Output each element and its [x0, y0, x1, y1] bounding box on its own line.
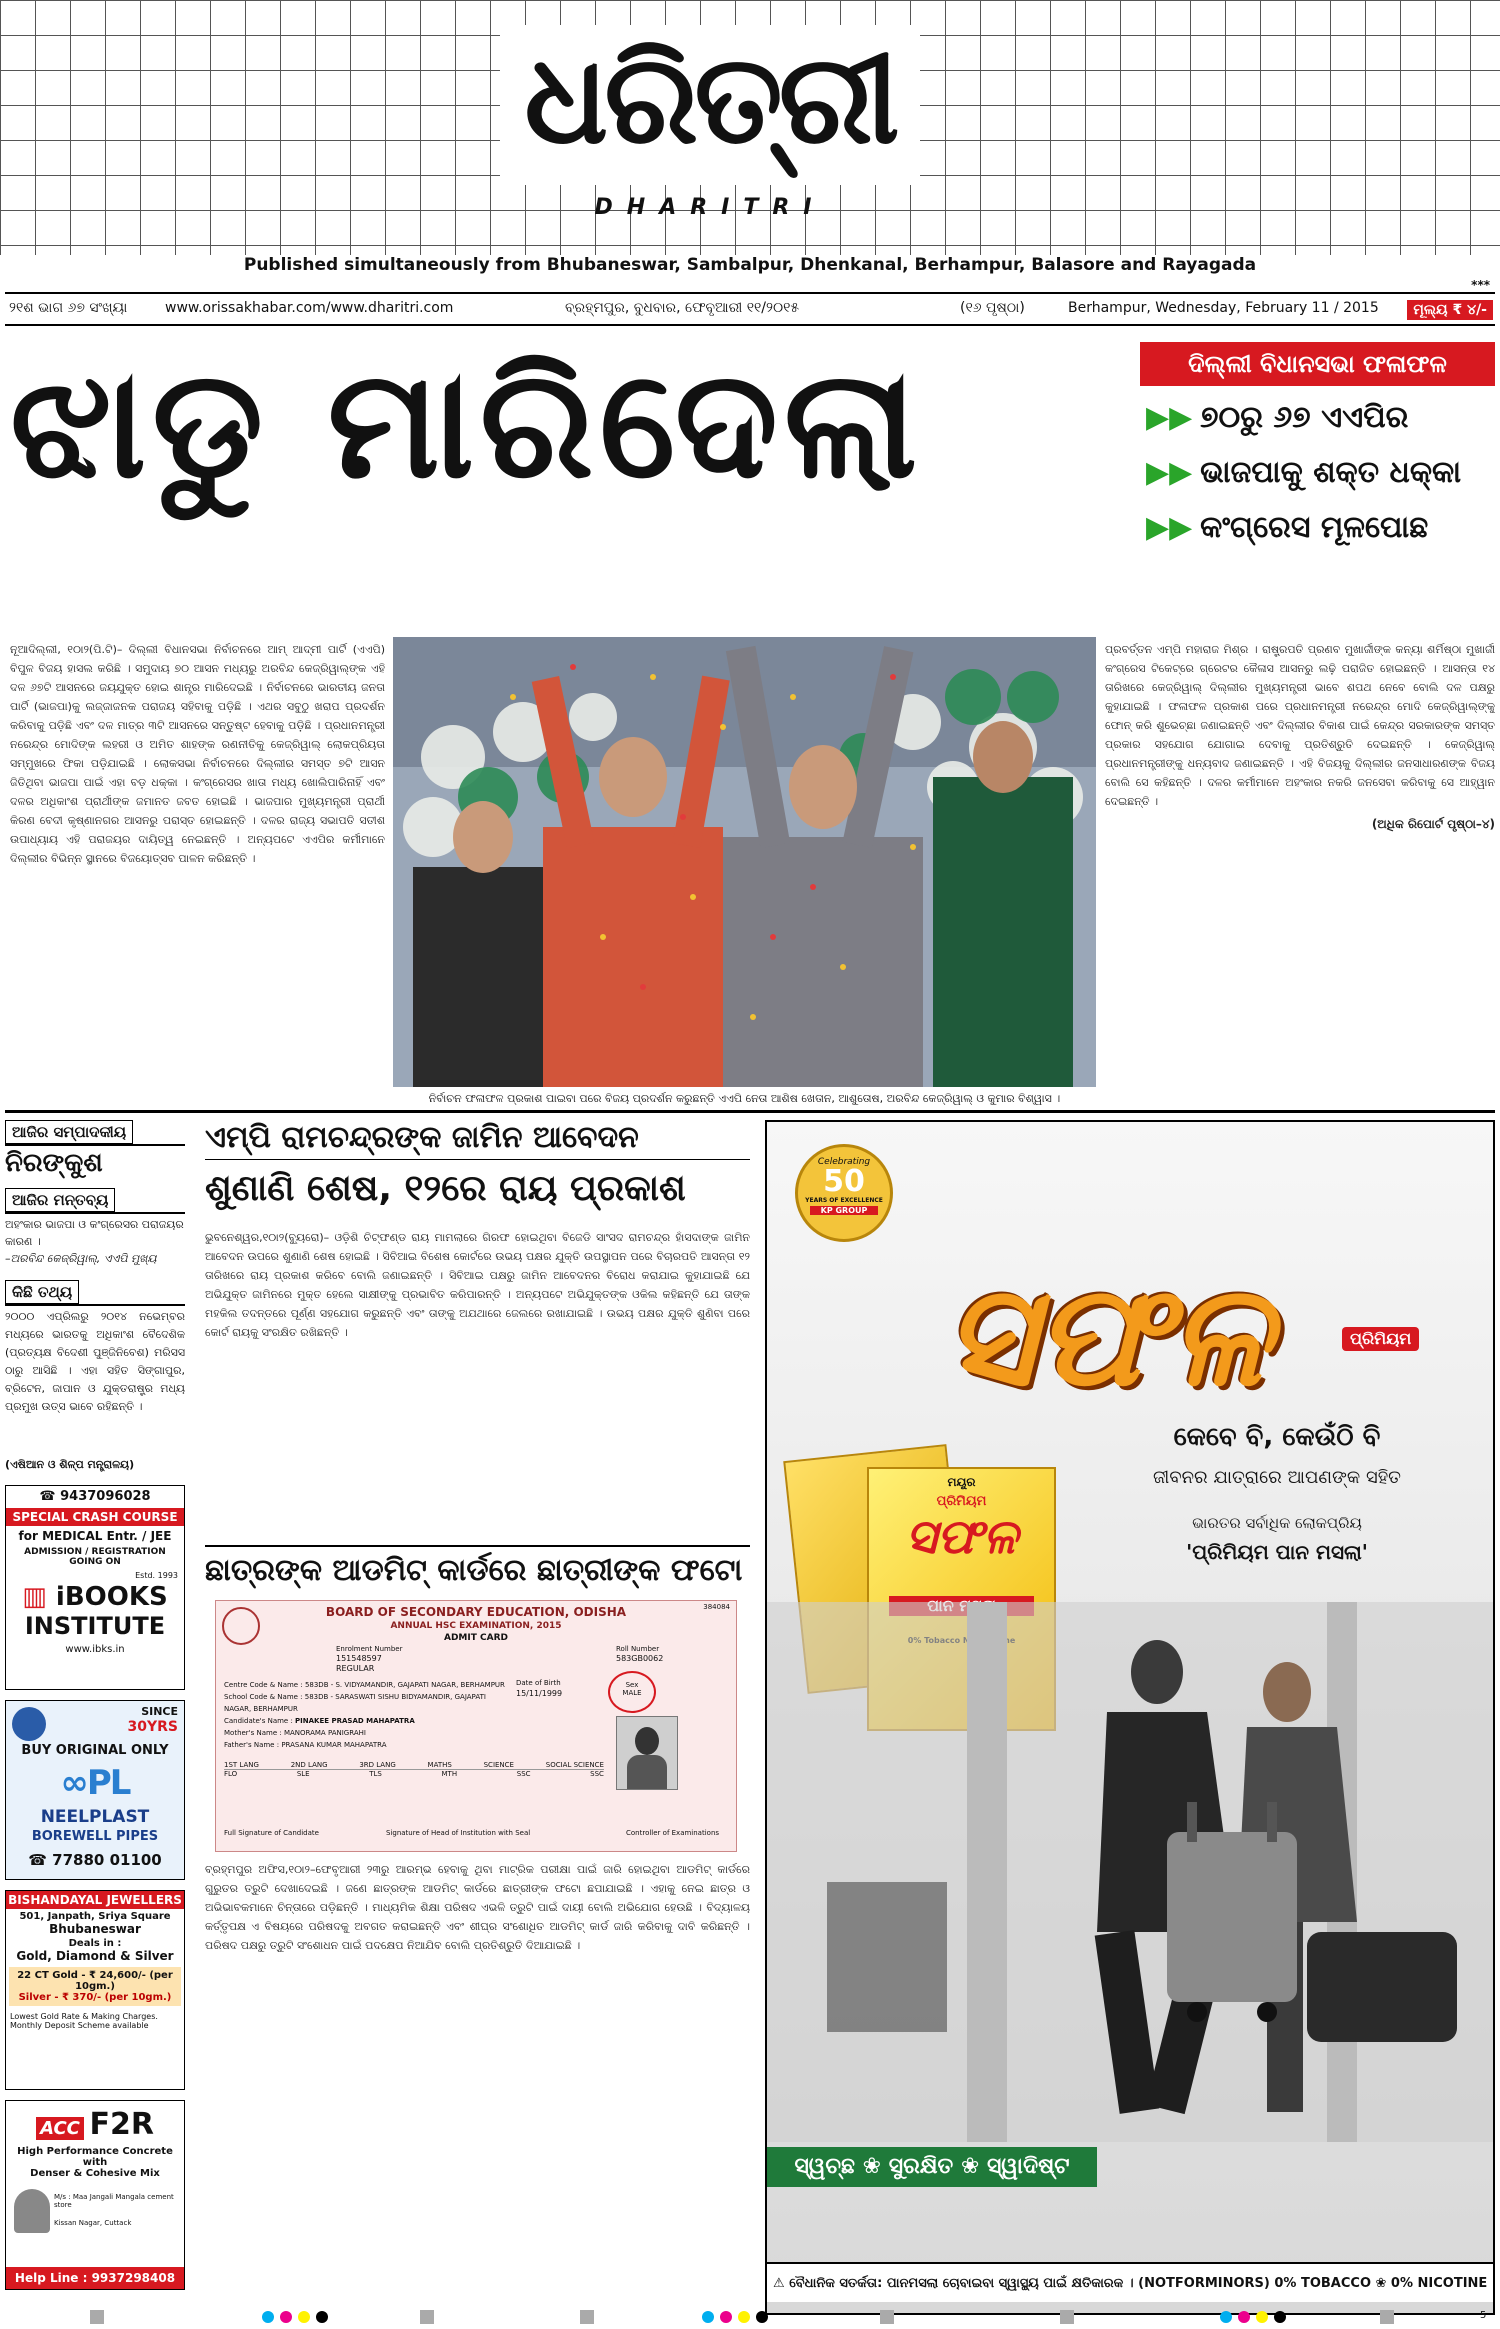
admit-card-label: ADMIT CARD [444, 1633, 508, 1643]
face-icon [635, 1727, 659, 1755]
acc-line2: Denser & Cohesive Mix [30, 2168, 160, 2179]
grey-square-icon [90, 2310, 104, 2324]
fact-text: ୨୦୦୦ ଏପ୍ରିଲରୁ ୨୦୧୪ ନଭେମ୍ବର ମଧ୍ୟରେ ଭାରତକୁ ଅଧିକାଂଶ ବୈଦେଶିକ (ପ୍ରତ୍ୟକ୍ଷ ବିଦେଶୀ ପୁଞ୍ଜିନିବେଶ) ମରିସସ ଠାରୁ ଆସିଛି । ଏହା ସହିତ ସିଙ୍ଗାପୁର, ବ୍ରିଟେନ, ଜାପାନ ଓ ଯୁକ୍ତରାଷ୍ଟ୍ର ମଧ୍ୟ ପ୍ରମୁଖ ଉତ୍ସ ଭାବେ ରହିଛନ୍ତି । [5, 1310, 185, 1413]
grey-square-icon [1380, 2310, 1394, 2324]
acc-helpline: Help Line : 9937298408 [6, 2267, 184, 2289]
story1-kicker[interactable]: ଏମ୍‌ପି ରାମଚନ୍ଦ୍ରଙ୍କ ଜାମିନ ଆବେଦନ [205, 1120, 750, 1160]
admit-sex: MALE [622, 1689, 642, 1697]
ad-tagline-1: କେବେ ବି, କେଉଁଠି ବି [1173, 1422, 1381, 1452]
lead-right-body: ପ୍ରବର୍ତ୍ତନ ଏମ୍‌ପି ମହାରାଜ ମିଶ୍ର । ରାଷ୍ଟ୍ରପତି ପ୍ରଣବ ମୁଖାର୍ଜୀଙ୍କ କନ୍ୟା ଶର୍ମିଷ୍ଠା ମୁଖାର୍ଜୀ କଂଗ୍ରେସ ଟିକେଟ୍‌ରେ ଗ୍ରେଟର କୈଳାସ ଆସନରୁ ଲଢ଼ି ପରାଜିତ ହୋଇଛନ୍ତି । ଆସନ୍ତା ୧୪ ତାରିଖରେ କେଜ୍‌ରିୱାଲ୍ ଦିଲ୍ଲୀର ମୁଖ୍ୟମନ୍ତ୍ରୀ ଭାବେ ଶପଥ ନେବେ ବୋଲି ଦଳ ପକ୍ଷରୁ କୁହାଯାଇଛି । ଫଳାଫଳ ପ୍ରକାଶ ପରେ ପ୍ରଧାନମନ୍ତ୍ରୀ ନରେନ୍ଦ୍ର ମୋଦି କେଜ୍‌ରିୱାଲ୍‌ଙ୍କୁ ଫୋନ୍ କରି ଶୁଭେଚ୍ଛା ଜଣାଇଛନ୍ତି ଏବଂ ଦିଲ୍ଲୀର ବିକାଶ ପାଇଁ କେନ୍ଦ୍ର ସରକାରଙ୍କ ସମସ୍ତ ପ୍ରକାର ସହଯୋଗ ଯୋଗାଇ ଦେବାକୁ ପ୍ରତିଶ୍ରୁତି ଦେଇଛନ୍ତି । କେଜ୍‌ରିୱାଲ୍ ପ୍ରଧାନମନ୍ତ୍ରୀଙ୍କୁ ଧନ୍ୟବାଦ ଜଣାଇଛନ୍ତି । ଏହି ବିଜୟକୁ ଦିଲ୍ଲୀର ଜନସାଧାରଣଙ୍କ ବିଜୟ ବୋଲି ସେ କହିଛନ୍ତି । ଦଳର କର୍ମୀମାନେ ଅହଂକାର ନକରି ଜନସେବା କରିବାକୁ ସେ ଆହ୍ୱାନ ଦେଇଛନ୍ତି । [1105, 643, 1495, 808]
dateline-bar [5, 292, 1495, 326]
editorial-title[interactable]: ନିରଙ୍କୁଶ [5, 1148, 103, 1178]
admit-school: School Code & Name : 583DB - SARASWATI SISHU BIDYAMANDIR, GAJAPATI NAGAR, BERHAMPUR [224, 1693, 486, 1713]
subject-header: MATHS [427, 1761, 452, 1769]
subject-cell: TLS [369, 1770, 382, 1778]
editorial-label: ଆଜିର ସମ୍ପାଦକୀୟ [5, 1120, 133, 1144]
result-item [1146, 455, 1496, 490]
cyan-dot-icon [262, 2311, 274, 2323]
sign-controller: Controller of Examinations [626, 1829, 720, 1837]
acc-dealer2: Kissan Nagar, Cuttack [54, 2219, 132, 2227]
neelplast-product: BOREWELL PIPES [31, 1829, 159, 1844]
admit-candidate: Candidate's Name : PINAKEE PRASAD MAHAPATRA [224, 1717, 415, 1725]
ibooks-institute: INSTITUTE [24, 1612, 166, 1640]
ad-tagline-4: 'ପ୍ରିମିୟମ ପାନ ମସଲା' [1186, 1540, 1368, 1564]
ad-tagline-2: ଜୀବନର ଯାତ୍ରାରେ ଆପଣଙ୍କ ସହିତ [1152, 1467, 1402, 1488]
section-divider [5, 1110, 1495, 1113]
shoulders-icon [627, 1755, 667, 1789]
neelplast-buy: BUY ORIGINAL ONLY [21, 1743, 169, 1758]
black-dot-icon [316, 2311, 328, 2323]
quote-author: –ଅରବିନ୍ଦ କେଜ୍‌ରିୱାଲ୍, ଏଏପି ମୁଖ୍ୟ [5, 1252, 157, 1265]
subject-header: 3RD LANG [359, 1761, 396, 1769]
published-line: Published simultaneously from Bhubaneswar, Sambalpur, Dhenkanal, Berhampur, Balasore and Rayagada [243, 255, 1257, 275]
result-item [1146, 400, 1496, 435]
results-title: ଦିଲ୍ଲୀ ବିଧାନସଭା ଫଳାଫଳ [1140, 342, 1495, 386]
ibooks-for: for MEDICAL Entr. / JEE [18, 1529, 172, 1543]
admit-father: Father's Name : PRASANA KUMAR MAHAPATRA [224, 1741, 387, 1749]
phone-icon-line [6, 1489, 184, 1504]
story2-text: ବ୍ରହ୍ମପୁର ଅଫିସ,୧୦ା୨–ଫେବୃଆରୀ ୨୩ରୁ ଆରମ୍ଭ ହେବାକୁ ଥିବା ମାଟ୍ରିକ ପରୀକ୍ଷା ପାଇଁ ଜାରି ହୋଇଥିବା ଆଡମିଟ୍ କାର୍ଡରେ ଗୁରୁତର ତ୍ରୁଟି ଦେଖାଦେଇଛି । ଜଣେ ଛାତ୍ରଙ୍କ ଆଡମିଟ୍ କାର୍ଡରେ ଛାତ୍ରୀଙ୍କ ଫଟୋ ଛପାଯାଇଛି । ଏହାକୁ ନେଇ ଛାତ୍ର ଓ ଅଭିଭାବକମାନେ ଚିନ୍ତାରେ ପଡ଼ିଛନ୍ତି । ମାଧ୍ୟମିକ ଶିକ୍ଷା ପରିଷଦ ଏଭଳି ତ୍ରୁଟି ପାଇଁ ଦାୟୀ ବୋଲି ଅଭିଯୋଗ ହେଉଛି । ବିଦ୍ୟାଳୟ କର୍ତ୍ତୃପକ୍ଷ ଏ ବିଷୟରେ ପରିଷଦକୁ ଅବଗତ କରାଇଛନ୍ତି ଏବଂ ଶୀଘ୍ର ସଂଶୋଧିତ ଆଡମିଟ୍ କାର୍ଡ ଜାରି କରିବାକୁ ଦାବି କରିଛନ୍ତି । ପରିଷଦ ପକ୍ଷରୁ ତ୍ରୁଟି ସଂଶୋଧନ ପାଇଁ ପଦକ୍ଷେପ ନିଆଯିବ ବୋଲି ପ୍ରତିଶ୍ରୁତି ଦିଆଯାଇଛି । [205, 1863, 750, 1952]
subjects-table [224, 1761, 604, 1778]
fact-label: କିଛି ତଥ୍ୟ [5, 1280, 79, 1304]
story1-text: ଭୁବନେଶ୍ୱର,୧୦ା୨(ବ୍ୟୁରୋ)– ଓଡ଼ିଶି ଚିଟ୍‌ଫଣ୍ଡ ରାୟ ମାମଲାରେ ଗିରଫ ହୋଇଥିବା ବିଜେଡି ସାଂସଦ ରାମଚନ୍ଦ୍ର ହାଁସଦାଙ୍କ ଜାମିନ ଆବେଦନ ଉପରେ ଶୁଣାଣି ଶେଷ ହୋଇଛି । ସିବିଆଇ ବିଶେଷ କୋର୍ଟରେ ଉଭୟ ପକ୍ଷର ଯୁକ୍ତି ଉପସ୍ଥାପନ ପରେ ବିଚାରପତି ଆସନ୍ତା ୧୨ ତାରିଖରେ ରାୟ ପ୍ରକାଶ କରିବେ ବୋଲି ଜଣାଇଛନ୍ତି । ସିବିଆଇ ପକ୍ଷରୁ ଜାମିନ ଆବେଦନର ବିରୋଧ କରାଯାଇ କୁହାଯାଇଛି ଯେ ଅଭିଯୁକ୍ତ ଜାମିନରେ ମୁକ୍ତ ହେଲେ ସାକ୍ଷୀଙ୍କୁ ପ୍ରଭାବିତ କରିପାରନ୍ତି । ଅନ୍ୟପଟେ ଅଭିଯୁକ୍ତଙ୍କ ଓକିଲ କହିଛନ୍ତି ଯେ ତାଙ୍କ ମହକିଲ ତଦନ୍ତରେ ପୂର୍ଣ୍ଣ ସହଯୋଗ କରୁଛନ୍ତି ଏବଂ ତାଙ୍କୁ ଅଯଥାରେ ଜେଲରେ ରଖାଯାଇଛି । ଉଭୟ ପକ୍ଷର ଯୁକ୍ତି ଶୁଣିବା ପରେ କୋର୍ଟ ରାୟକୁ ସଂରକ୍ଷିତ ରଖିଛନ୍ତି । [205, 1231, 750, 1339]
subject-header: SCIENCE [483, 1761, 514, 1769]
jeweller-address: 501, Janpath, Sriya Square [19, 1911, 171, 1922]
subject-header: SOCIAL SCIENCE [545, 1761, 604, 1769]
admit-card-image[interactable] [215, 1600, 737, 1852]
admit-sex-label: Sex [625, 1681, 639, 1689]
result-text: ଭାଜପାକୁ ଶକ୍ତ ଧକ୍କା [1200, 455, 1462, 490]
admit-exam: ANNUAL HSC EXAMINATION, 2015 [390, 1621, 562, 1631]
acc-dealer: M/s : Maa Jangali Mangala cement store [54, 2193, 174, 2209]
admit-serial: 384084 [703, 1603, 730, 1611]
pack-brand: ସଫଳ [905, 1509, 1018, 1565]
jeweller-gold: Gold, Diamond & Silver [16, 1949, 174, 1963]
safal-brand: ସଫଳ [943, 1255, 1271, 1418]
board-seal-icon [222, 1607, 260, 1645]
bishandayal-ad[interactable] [5, 1890, 185, 2090]
sign-head: Signature of Head of Institution with Seal [386, 1829, 531, 1837]
neelplast-phone-text: 77880 01100 [52, 1851, 162, 1869]
continued-link[interactable]: (ଅଧିକ ରିପୋର୍ଟ ପୃଷ୍ଠା–୪) [1371, 817, 1495, 831]
double-arrow-icon: ▶▶ [1146, 510, 1193, 545]
page-count: (୧୬ ପୃଷ୍ଠା) [960, 300, 1025, 316]
edition-stars: *** [1471, 278, 1490, 292]
yellow-dot-icon [298, 2311, 310, 2323]
quote-text: ଅହଂକାର ଭାଜପା ଓ କଂଗ୍ରେସର ପରାଜୟର କାରଣ । [5, 1218, 184, 1248]
logo-latin: DHARITRI [594, 195, 826, 220]
pack-top: ମୟୂର [947, 1475, 976, 1489]
date-english: Berhampur, Wednesday, February 11 / 2015 [1068, 300, 1379, 316]
neelplast-ad[interactable] [5, 1700, 185, 1880]
books-icon: ▥ [22, 1582, 47, 1612]
story1-headline[interactable]: ଶୁଣାଣି ଶେଷ, ୧୨ରେ ରାୟ ପ୍ରକାଶ [205, 1168, 686, 1209]
admit-dob: 15/11/1999 [516, 1689, 563, 1698]
magenta-dot-icon [280, 2311, 292, 2323]
result-text: ୭୦ରୁ ୬୭ ଏଏପିର [1200, 400, 1409, 435]
admit-enrol: 151548597 [336, 1654, 382, 1663]
phone-icon: ☎ [28, 1851, 53, 1869]
double-arrow-icon: ▶▶ [1146, 400, 1193, 435]
cyan-dot-icon [1220, 2311, 1232, 2323]
subject-cell: MTH [441, 1770, 458, 1778]
photo-caption: ନିର୍ବାଚନ ଫଳାଫଳ ପ୍ରକାଶ ପାଇବା ପରେ ବିଜୟ ପ୍ରଦର୍ଶନ କରୁଛନ୍ତି ଏଏପି ନେତା ଆଶିଷ ଖେତାନ, ଆଶୁତୋଷ, ଅରବିନ୍ଦ କେଜ୍‌ରିୱାଲ୍ ଓ କୁମାର ବିଶ୍ୱାସ । [428, 1092, 1061, 1105]
travellers-photo [767, 1602, 1493, 2142]
ibooks-course: SPECIAL CRASH COURSE [6, 1508, 184, 1526]
tuv-badge-icon [12, 1707, 46, 1741]
black-dot-icon [756, 2311, 768, 2323]
neelplast-logo-icon: ∞PL [60, 1763, 130, 1803]
admit-dob-label: Date of Birth [516, 1679, 561, 1687]
ibooks-estd: Estd. 1993 [135, 1571, 178, 1580]
silver-rate: Silver - ₹ 370/- (per 10gm.) [18, 1992, 172, 2003]
price-badge: ମୂଲ୍ୟ ₹ ୪/- [1407, 300, 1493, 320]
dealer-photo-icon [14, 2189, 50, 2233]
results-box [1140, 342, 1495, 567]
ibooks-ad[interactable] [5, 1485, 185, 1690]
magenta-dot-icon [1238, 2311, 1250, 2323]
double-arrow-icon: ▶▶ [1146, 455, 1193, 490]
ibooks-phone: 9437096028 [60, 1489, 151, 1504]
jeweller-name: BISHANDAYAL JEWELLERS [6, 1891, 184, 1909]
subject-cell: SLE [296, 1770, 310, 1778]
admit-mother: Mother's Name : MANORAMA PANIGRAHI [224, 1729, 366, 1737]
cyan-dot-icon [702, 2311, 714, 2323]
grey-square-icon [420, 2310, 434, 2324]
subject-header: 1ST LANG [224, 1761, 259, 1769]
neelplast-brand: NEELPLAST [40, 1807, 150, 1827]
phone-icon: ☎ [39, 1489, 61, 1504]
website-link[interactable]: www.orissakhabar.com/www.dharitri.com [165, 300, 454, 316]
issue-number: ୨୧ଶ ଭାଗ ୬୭ ସଂଖ୍ୟା [9, 300, 128, 316]
pack-premium: ପ୍ରିମିୟମ [936, 1494, 987, 1509]
ad-warning-text: ବୈଧାନିକ ସତର୍କତା: ପାନମସଲା ଚୋବାଇବା ସ୍ୱାସ୍ଥ୍ୟ ପାଇଁ କ୍ଷତିକାରକ । (NOTFORMINORS) 0% TOBACCO ❀ 0% NICOTINE [789, 2276, 1488, 2291]
ibooks-admission: ADMISSION / REGISTRATION GOING ON [24, 1547, 166, 1567]
f2r-brand: F2R [89, 2107, 154, 2142]
badge-top: Celebrating [817, 1157, 871, 1167]
warning-icon: ⚠ [773, 2276, 790, 2291]
admit-type: REGULAR [336, 1664, 375, 1673]
subject-cell: SSC [590, 1770, 604, 1778]
jeweller-note2: Monthly Deposit Scheme available [10, 2021, 149, 2030]
ad-tagline-3: ଭାରତର ସର୍ବାଧିକ ଲୋକପ୍ରିୟ [1192, 1514, 1362, 1532]
admit-roll: 583GB0062 [616, 1654, 664, 1663]
ad-warning [767, 2262, 1493, 2302]
premium-badge: ପ୍ରିମିୟମ [1342, 1327, 1419, 1351]
ibooks-brand-text: iBOOKS [55, 1582, 168, 1612]
celebration-photo [393, 637, 1096, 1087]
acc-f2r-ad[interactable] [5, 2100, 185, 2290]
quote-label: ଆଜିର ମନ୍ତବ୍ୟ [5, 1188, 115, 1212]
admit-roll-label: Roll Number [616, 1645, 660, 1653]
masthead-grid [0, 0, 1500, 255]
ibooks-url[interactable]: www.ibks.in [65, 1644, 125, 1655]
lead-photo[interactable] [393, 637, 1096, 1087]
logo-oriya: ଧରିତ୍ରୀ [524, 28, 896, 172]
grey-square-icon [1060, 2310, 1074, 2324]
acc-logo [6, 2107, 184, 2142]
lead-story-right-text [1105, 640, 1495, 1100]
newspaper-logo[interactable] [500, 25, 920, 220]
black-dot-icon [1274, 2311, 1286, 2323]
story2-headline[interactable]: ଛାତ୍ରଙ୍କ ଆଡମିଟ୍ କାର୍ଡରେ ଛାତ୍ରୀଙ୍କ ଫଟୋ [205, 1545, 750, 1588]
jeweller-note1: Lowest Gold Rate & Making Charges. [10, 2012, 158, 2021]
subject-cell: FLO [224, 1770, 238, 1778]
admit-centre: Centre Code & Name : 583DB - S. VIDYAMANDIR, GAJAPATI NAGAR, BERHAMPUR [224, 1681, 505, 1689]
fact-footer: (ଏଷିଆନ ଓ ଶିଳ୍ପ ମନ୍ତ୍ରାଳୟ) [5, 1458, 135, 1471]
admit-board: BOARD OF SECONDARY EDUCATION, ODISHA [325, 1605, 627, 1619]
page-number: 5 [1480, 2310, 1487, 2321]
gold-rate: 22 CT Gold - ₹ 24,600/- (per 10gm.) [17, 1970, 173, 1992]
date-oriya: ବ୍ରହ୍ମପୁର, ବୁଧବାର, ଫେବୃଆରୀ ୧୧/୨୦୧୫ [565, 300, 800, 316]
print-registration-marks [0, 2310, 1500, 2329]
acc-brand: ACC [36, 2117, 84, 2140]
badge-sub: YEARS OF EXCELLENCE [805, 1197, 883, 1204]
neelplast-years: 30YRS [127, 1719, 178, 1735]
grey-square-icon [880, 2310, 894, 2324]
result-text: କଂଗ୍ରେସ ମୂଳପୋଛ [1200, 510, 1429, 545]
yellow-dot-icon [738, 2311, 750, 2323]
magenta-dot-icon [720, 2311, 732, 2323]
neelplast-phone [6, 1851, 184, 1869]
ad-qualities: ସ୍ୱଚ୍ଛ ❀ ସୁରକ୍ଷିତ ❀ ସ୍ୱାଦିଷ୍ଟ [767, 2147, 1097, 2187]
badge-group: KP GROUP [810, 1206, 878, 1215]
subject-cell: SSC [516, 1770, 531, 1778]
neelplast-since: SINCE [141, 1705, 178, 1718]
jeweller-city: Bhubaneswar [49, 1922, 141, 1936]
admit-enrol-label: Enrolment Number [336, 1645, 403, 1653]
main-headline[interactable]: ଝାଡୁ ମାରିଦେଲା [10, 338, 924, 512]
kp-group-badge-icon [795, 1144, 893, 1242]
student-photo [616, 1716, 678, 1790]
result-item [1146, 510, 1496, 545]
subject-header: 2ND LANG [290, 1761, 328, 1769]
lead-story-left-text: ନୂଆଦିଲ୍ଲୀ, ୧୦ା୨(ପି.ଟି)– ଦିଲ୍ଲୀ ବିଧାନସଭା ନିର୍ବାଚନରେ ଆମ୍ ଆଦ୍‌ମୀ ପାର୍ଟି (ଏଏପି) ବିପୁଳ ବିଜୟ ହାସଲ କରିଛି । ସମୁଦାୟ ୭୦ ଆସନ ମଧ୍ୟରୁ ଅରବିନ୍ଦ କେଜ୍‌ରିୱାଲ୍‌ଙ୍କ ଏହି ଦଳ ୬୭ଟି ଆସନରେ ଜୟଯୁକ୍ତ ହୋଇ ଶାନ୍ତ୍ର ମାରିଦେଇଛି । ନିର୍ବାଚନରେ ଭାରତୀୟ ଜନତା ପାର୍ଟି (ଭାଜପା)କୁ ଲଜ୍ଜାଜନକ ପରାଜୟ ସହିବାକୁ ପଡ଼ିଛି । ଏଥର ସବୁଠୁ ଖରାପ ପ୍ରଦର୍ଶନ କରିବାକୁ ପଡ଼ିଛି ଏବଂ ଦଳ ମାତ୍ର ୩ଟି ଆସନରେ ସନ୍ତୁଷ୍ଟ ହେବାକୁ ପଡ଼ିଛି । ପ୍ରଧାନମନ୍ତ୍ରୀ ନରେନ୍ଦ୍ର ମୋଦିଙ୍କ ଲହରୀ ଓ ଅମିତ ଶାହଙ୍କ ରଣନୀତିକୁ କେଜ୍‌ରିୱାଲ୍ ଲୋକପ୍ରିୟତା ସମ୍ମୁଖରେ ଫିକା ପଡ଼ିଯାଇଛି । ଲୋକସଭା ନିର୍ବାଚନରେ ଦିଲ୍ଲୀର ସମସ୍ତ ୭ଟି ଆସନ ଜିତିଥିବା ଭାଜପା ପାଇଁ ଏହା ବଡ଼ ଧକ୍କା । କଂଗ୍ରେସର ଖାତା ମଧ୍ୟ ଖୋଲିପାରିନାହିଁ ଏବଂ ଦଳର ଅଧିକାଂଶ ପ୍ରାର୍ଥୀଙ୍କ ଜମାନତ ଜବତ ହୋଇଛି । ଭାଜପାର ମୁଖ୍ୟମନ୍ତ୍ରୀ ପ୍ରାର୍ଥୀ କିରଣ ବେଦୀ କୃଷ୍ଣାନଗର ଆସନରୁ ପରାସ୍ତ ହୋଇଛନ୍ତି । ଦଳର ରାଜ୍ୟ ସଭାପତି ସତୀଶ ଉପାଧ୍ୟାୟ ଏହି ପରାଜୟର ଦାୟିତ୍ୱ ନେଇଛନ୍ତି । ଅନ୍ୟପଟେ ଏଏପିର କର୍ମୀମାନେ ଦିଲ୍ଲୀର ବିଭିନ୍ନ ସ୍ଥାନରେ ବିଜୟୋତ୍ସବ ପାଳନ କରିଛନ୍ତି । [10, 643, 385, 865]
grey-square-icon [580, 2310, 594, 2324]
safal-advertisement[interactable] [765, 1120, 1495, 2315]
jeweller-deals: Deals in : [68, 1938, 122, 1949]
middle-column [195, 1120, 755, 2320]
sign-candidate: Full Signature of Candidate [224, 1829, 319, 1837]
acc-line1: High Performance Concrete with [17, 2146, 173, 2168]
sex-highlight-circle [608, 1671, 656, 1713]
yellow-dot-icon [1256, 2311, 1268, 2323]
left-column [5, 1120, 185, 2300]
badge-num: 50 [823, 1164, 865, 1199]
ibooks-brand [6, 1582, 184, 1612]
